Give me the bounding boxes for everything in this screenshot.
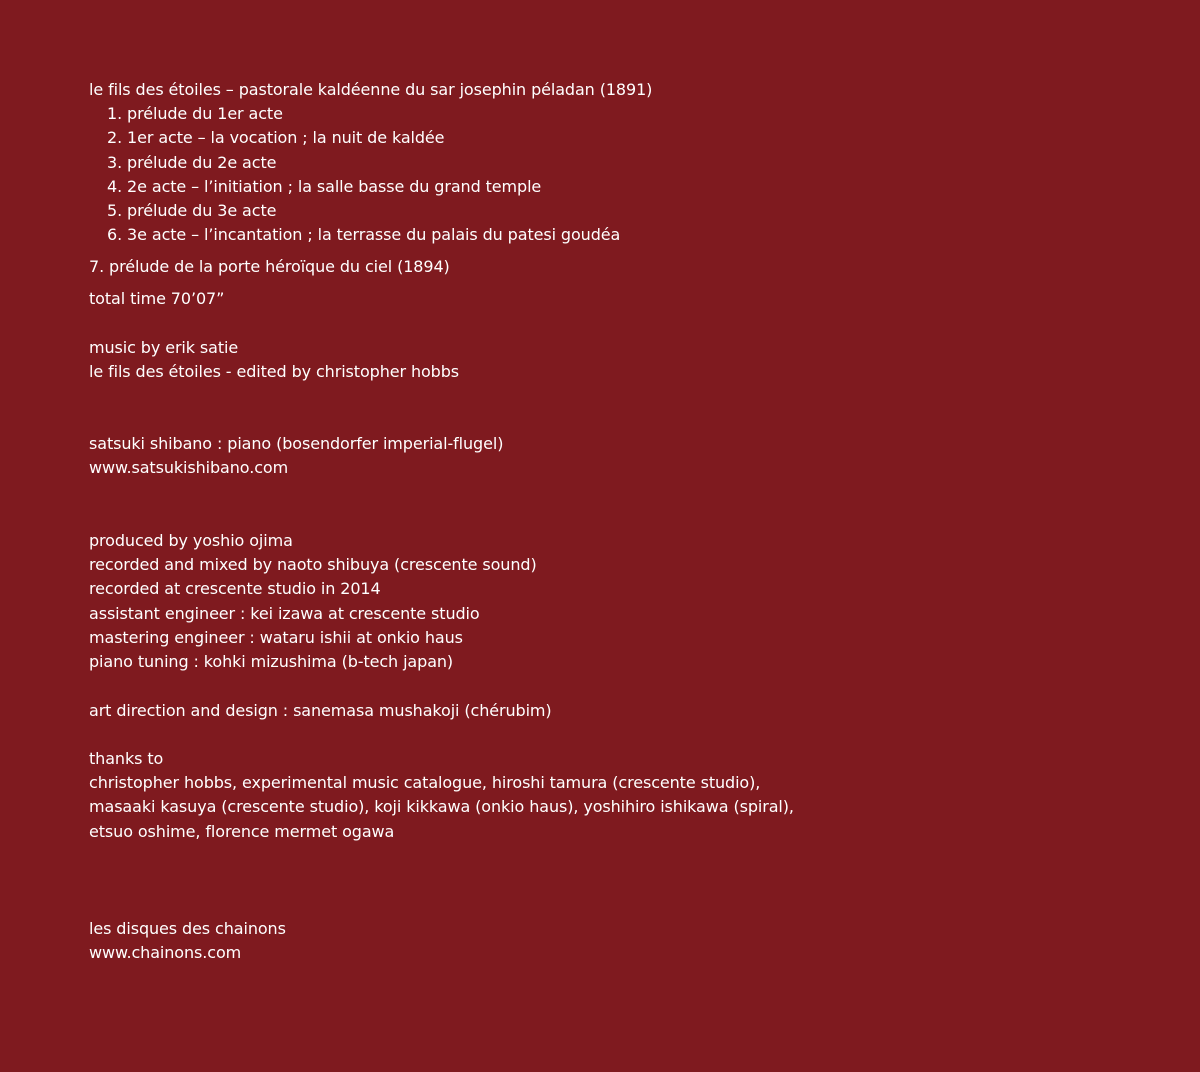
thanks-line-1: christopher hobbs, experimental music catalogue, hiroshi tamura (crescente studio),: [89, 773, 761, 793]
total-time: total time 70’07”: [89, 289, 225, 308]
assistant-engineer-credit: assistant engineer : kei izawa at crescente studio: [89, 603, 480, 623]
total-time-block: [89, 287, 224, 311]
track-7: 7. prélude de la porte héroïque du ciel (1894): [89, 257, 450, 276]
performer-credits: [89, 432, 503, 480]
thanks-line-2: masaaki kasuya (crescente studio), koji kikkawa (onkio haus), yoshihiro ishikawa (spiral),: [89, 797, 794, 817]
art-direction-block: [89, 699, 552, 723]
producer-credit: produced by yoshio ojima: [89, 531, 293, 550]
thanks-heading: thanks to: [89, 749, 164, 768]
music-credits: [89, 336, 459, 384]
track-1: 1. prélude du 1er acte: [107, 104, 283, 124]
tracklist: [89, 78, 652, 247]
thanks-block: [89, 747, 794, 844]
piano-tuning-credit: piano tuning : kohki mizushima (b-tech japan): [89, 652, 454, 672]
editor-credit: le fils des étoiles - edited by christopher hobbs: [89, 362, 460, 382]
label-name: les disques des chainons: [89, 919, 286, 938]
track-6: 6. 3e acte – l’incantation ; la terrasse du palais du patesi goudéa: [107, 225, 621, 245]
mastering-credit: mastering engineer : wataru ishii at onkio haus: [89, 627, 463, 647]
performer-credit: satsuki shibano : piano (bosendorfer imperial-flugel): [89, 434, 504, 453]
label-website[interactable]: www.chainons.com: [89, 943, 242, 963]
track-4: 4. 2e acte – l’initiation ; la salle basse du grand temple: [107, 176, 542, 196]
track-2: 2. 1er acte – la vocation ; la nuit de kaldée: [107, 128, 445, 148]
track-5: 5. prélude du 3e acte: [107, 201, 277, 221]
art-direction-credit: art direction and design : sanemasa mushakoji (chérubim): [89, 701, 552, 720]
composer-credit: music by erik satie: [89, 338, 239, 357]
performer-website[interactable]: www.satsukishibano.com: [89, 458, 289, 478]
track-3: 3. prélude du 2e acte: [107, 152, 277, 172]
mixing-credit: recorded and mixed by naoto shibuya (crescente sound): [89, 555, 537, 575]
track-7-block: [89, 255, 450, 279]
production-credits: [89, 529, 537, 674]
thanks-line-3: etsuo oshime, florence mermet ogawa: [89, 821, 395, 841]
label-block: [89, 917, 286, 965]
work-title: le fils des étoiles – pastorale kaldéenne du sar josephin péladan (1891): [89, 80, 653, 99]
recording-credit: recorded at crescente studio in 2014: [89, 579, 381, 599]
